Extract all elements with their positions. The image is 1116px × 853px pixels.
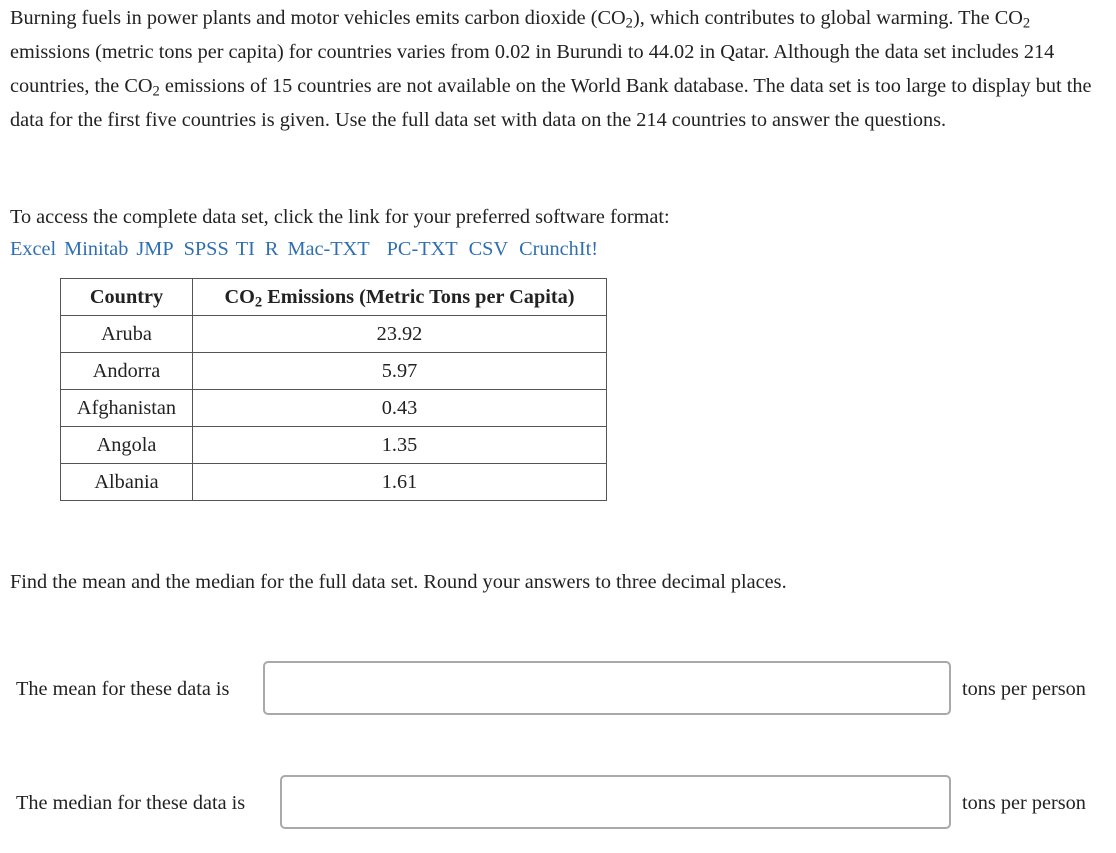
intro-text-2: ), which contributes to global warming. The CO: [632, 7, 1023, 29]
intro-text-3: emissions (metric tons per capita) for countries varies from 0.02 in Burundi to 44.02 in Qatar. Although the data set includes 214 countries, the CO: [10, 41, 1055, 97]
link-mac-txt[interactable]: Mac-TXT: [287, 238, 370, 260]
question-text: Find the mean and the median for the full data set. Round your answers to three decimal places.: [10, 571, 787, 593]
table-row: [61, 353, 607, 390]
subscript-2: 2: [625, 15, 633, 32]
link-ti[interactable]: TI: [235, 238, 255, 260]
value-cell: 1.61: [193, 464, 607, 501]
country-cell: Angola: [61, 427, 193, 464]
header-emissions-rest: Emissions (Metric Tons per Capita): [262, 286, 575, 308]
link-excel[interactable]: Excel: [10, 238, 57, 260]
value-cell: 1.35: [193, 427, 607, 464]
country-cell: Andorra: [61, 353, 193, 390]
subscript-2: 2: [152, 83, 160, 100]
data-table: [60, 278, 607, 501]
table-row: [61, 464, 607, 501]
table-header-row: [61, 279, 607, 316]
problem-intro: [10, 1, 1110, 137]
link-r[interactable]: R: [264, 238, 279, 260]
intro-text-1: Burning fuels in power plants and motor vehicles emits carbon dioxide (CO: [10, 7, 626, 29]
median-input[interactable]: [280, 775, 951, 829]
intro-text-4: emissions of 15 countries are not available on the World Bank database. The data set is too large to display but the data for the first five countries is given. Use the full data set with data on the 214 countries to answer the questions.: [10, 75, 1092, 131]
mean-input[interactable]: [263, 661, 951, 715]
link-crunchit[interactable]: CrunchIt!: [519, 238, 598, 260]
mean-unit: tons per person: [962, 678, 1086, 700]
value-cell: 5.97: [193, 353, 607, 390]
subscript-2: 2: [1022, 15, 1031, 32]
link-minitab[interactable]: Minitab: [64, 238, 129, 260]
country-cell: Aruba: [61, 316, 193, 353]
mean-label: The mean for these data is: [16, 678, 230, 700]
value-cell: 23.92: [193, 316, 607, 353]
access-instructions: To access the complete data set, click the link for your preferred software format:: [10, 206, 670, 228]
median-label: The median for these data is: [16, 792, 246, 814]
median-unit: tons per person: [962, 792, 1086, 814]
subscript-2: 2: [254, 294, 263, 311]
link-csv[interactable]: CSV: [468, 238, 509, 260]
header-emissions: [193, 279, 607, 316]
link-pc-txt[interactable]: PC-TXT: [386, 238, 458, 260]
link-jmp[interactable]: JMP: [136, 238, 174, 260]
country-cell: Albania: [61, 464, 193, 501]
link-spss[interactable]: SPSS: [183, 238, 229, 260]
table-row: [61, 316, 607, 353]
header-country: Country: [61, 279, 193, 316]
table-row: [61, 390, 607, 427]
software-links: [10, 232, 598, 266]
value-cell: 0.43: [193, 390, 607, 427]
country-cell: Afghanistan: [61, 390, 193, 427]
header-emissions-co: CO: [224, 286, 255, 308]
table-row: [61, 427, 607, 464]
